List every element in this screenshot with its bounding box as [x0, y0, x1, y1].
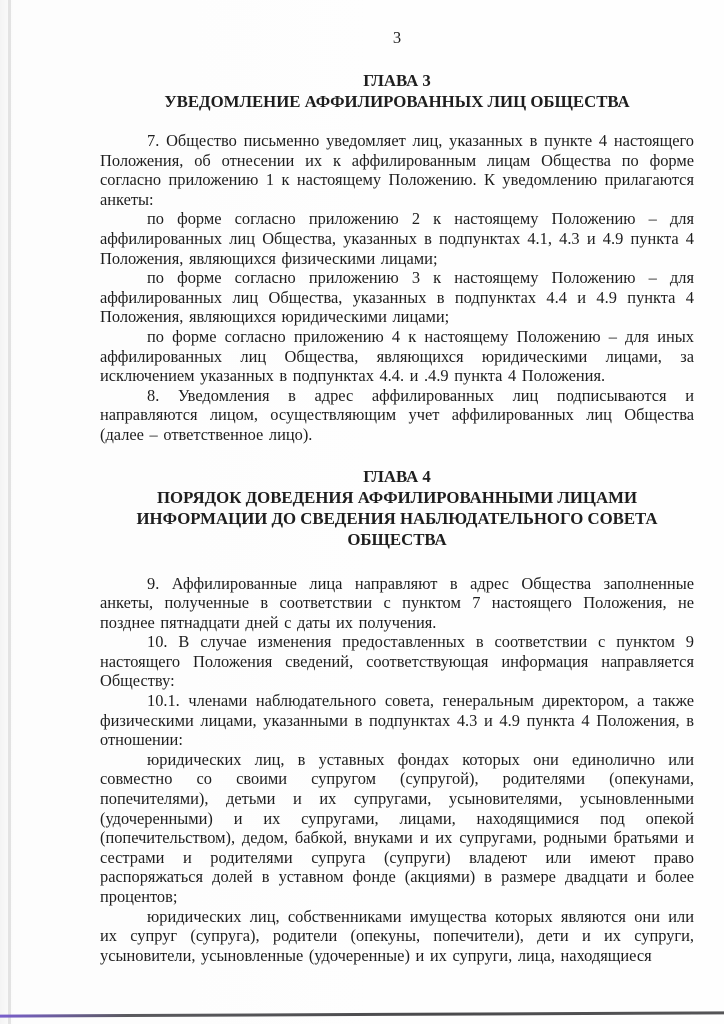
paragraph-7: 7. Общество письменно уведомляет лиц, указанных в пункте 4 настоящего Положения, об отнесении их к аффилированным лицам Общества по форме согласно приложению 1 к настоящему Положению. К уведомлению прилагаются анкеты: — [100, 131, 694, 209]
chapter-4-subtitle-line-2: ИНФОРМАЦИИ ДО СВЕДЕНИЯ НАБЛЮДАТЕЛЬНОГО СОВЕТА — [136, 508, 658, 528]
chapter-3-heading-block — [100, 70, 694, 112]
chapter-3-title: ГЛАВА 3 — [363, 71, 431, 90]
paragraph-10: 10. В случае изменения предоставленных в соответствии с пунктом 9 настоящего Положения сведений, соответствующая информация направляется Обществу: — [100, 632, 694, 691]
paragraph-10-1: 10.1. членами наблюдательного совета, генеральным директором, а также физическими лицами, указанными в подпунктах 4.3 и 4.9 пункта 4 Положения, в отношении: — [100, 691, 694, 750]
chapter-4-body — [100, 574, 694, 966]
paragraph-7-item-annex-2: по форме согласно приложению 2 к настоящему Положению – для аффилированных лиц Общества, указанных в подпунктах 4.1, 4.3 и 4.9 пункта 4 Положения, являющихся физическими лицами; — [100, 209, 694, 268]
paragraph-10-1-subitem-property-owners: юридических лиц, собственниками имущества которых являются они или их супруг (супруга), родители (опекуны, попечители), дети и их супруги, усыновители, усыновленные (удочеренные) и их супруги, лица, находящиеся — [100, 906, 694, 965]
chapter-4-heading-block — [100, 466, 694, 550]
paragraph-9: 9. Аффилированные лица направляют в адрес Общества заполненные анкеты, полученные в соответствии с пунктом 7 настоящего Положения, не позднее пятнадцати дней с даты их получения. — [100, 573, 694, 632]
paragraph-8: 8. Уведомления в адрес аффилированных лиц подписываются и направляются лицом, осуществляющим учет аффилированных лиц Общества (далее – ответственное лицо). — [100, 385, 694, 444]
page-content — [100, 28, 694, 965]
page-number: 3 — [392, 28, 402, 47]
chapter-4-subtitle-line-1: ПОРЯДОК ДОВЕДЕНИЯ АФФИЛИРОВАННЫМИ ЛИЦАМИ — [157, 487, 637, 507]
paragraph-7-item-annex-3: по форме согласно приложению 3 к настоящему Положению – для аффилированных лиц Общества, указанных в подпунктах 4.4 и 4.9 пункта 4 Положения, являющихся юридическими лицами; — [100, 268, 694, 327]
paragraph-10-1-subitem-charter-funds: юридических лиц, в уставных фондах которых они единолично или совместно со своими супругом (супругой), родителями (опекунами, попечителями), детьми и их супругами, усыновителями, усыновленными (удочеренными) и их супругами, лицами, находящимися под опекой (попечительством), дедом, бабкой, внуками и их супругами, родными братьями и сестрами и родителями супруга (супруги) владеют или имеют право распоряжаться долей в уставном фонде (акциями) в размере двадцати и более процентов; — [100, 749, 694, 906]
chapter-4-subtitle-line-3: ОБЩЕСТВА — [347, 529, 447, 549]
chapter-3-body — [100, 131, 694, 445]
scan-bottom-edge-line — [0, 1011, 724, 1017]
paragraph-7-item-annex-4: по форме согласно приложению 4 к настоящему Положению – для иных аффилированных лиц Общества, являющихся юридическими лицами, за исключением указанных в подпунктах 4.4. и .4.9 пункта 4 Положения. — [100, 326, 694, 386]
chapter-4-title: ГЛАВА 4 — [363, 466, 431, 486]
scan-left-edge-line — [8, 0, 11, 1024]
chapter-3-subtitle: УВЕДОМЛЕНИЕ АФФИЛИРОВАННЫХ ЛИЦ ОБЩЕСТВА — [164, 92, 630, 111]
